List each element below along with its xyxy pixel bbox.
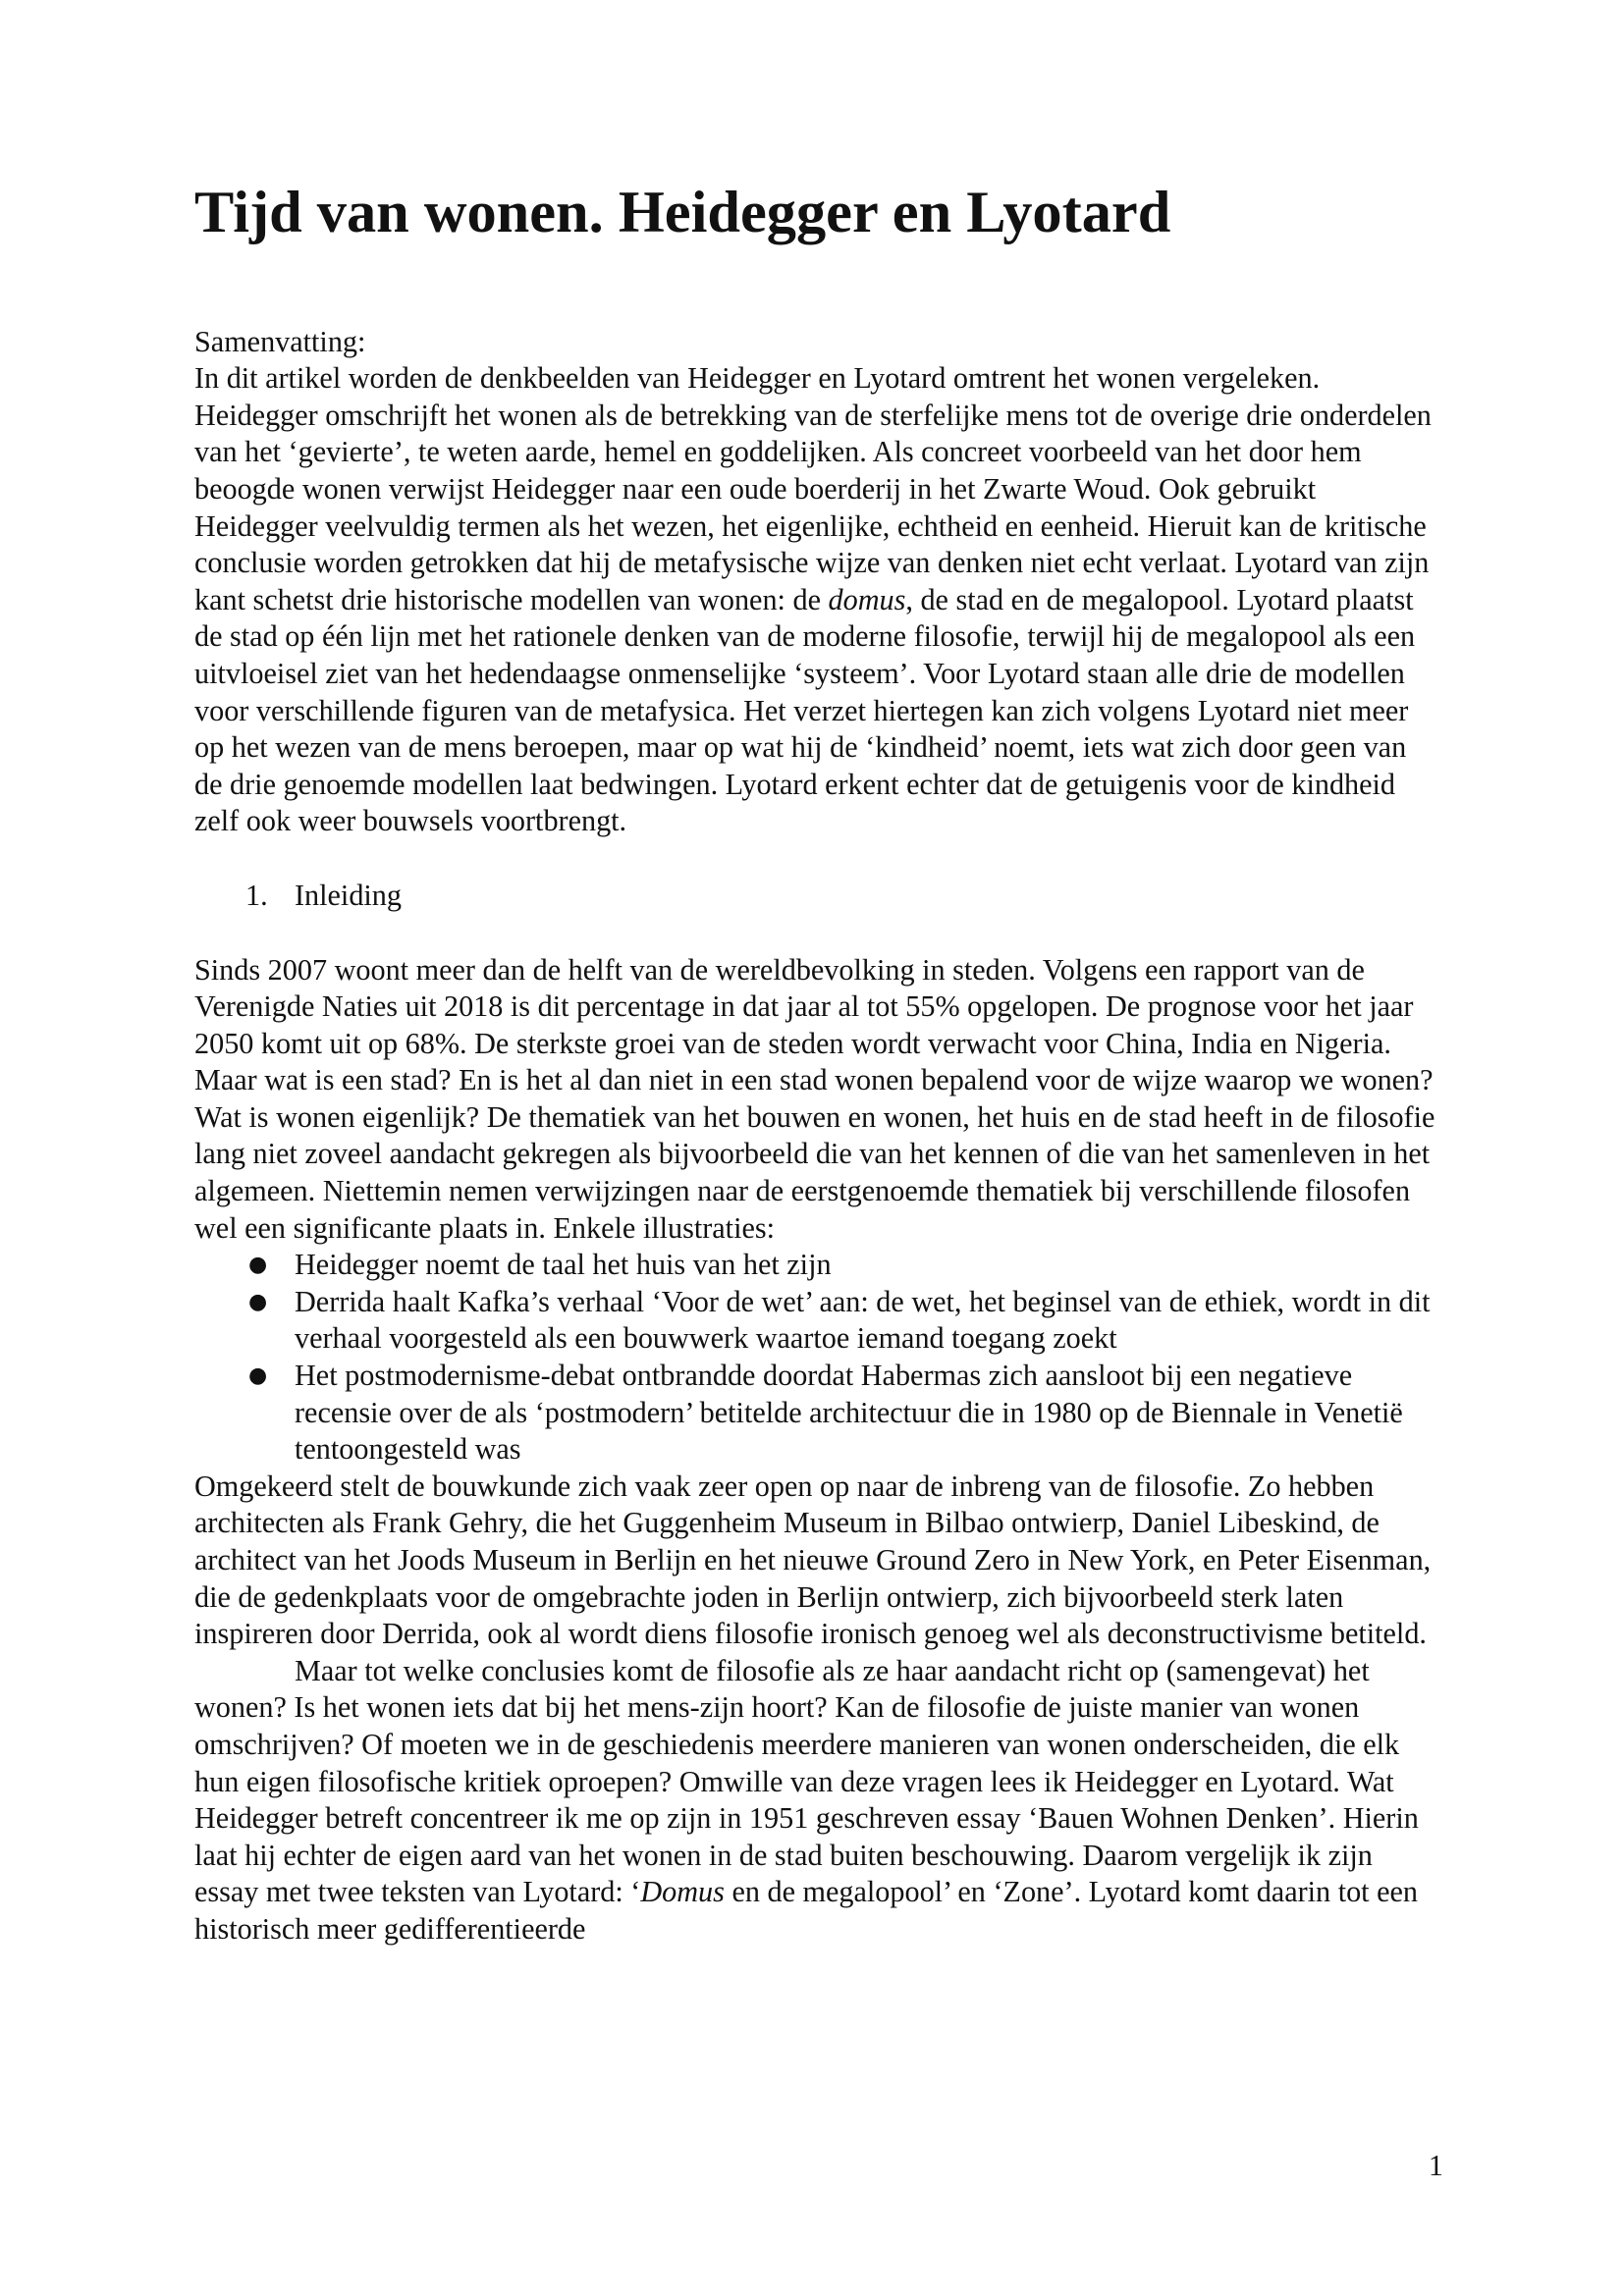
bullet-icon: ● (248, 1289, 268, 1314)
list-item (194, 1284, 1441, 1358)
architecture-paragraph: Omgekeerd stelt de bouwkunde zich vaak zeer open op naar de inbreng van de filosofie. Zo hebben architecten als Frank Gehry, die het Guggenheim Museum in Bilbao ontwierp, Daniel Libeskind, de architect van het Joods Museum in Berlijn en het nieuwe Ground Zero in New York, en Peter Eisenman, die de gedenkplaats voor de omgebrachte joden in Berlijn ontwierp, zich bijvoorbeeld sterk laten inspireren door Derrida, ook al wordt diens filosofie ironisch genoeg wel als deconstructivisme betiteld. (194, 1468, 1432, 1651)
abstract-text (194, 360, 1441, 840)
spacer (194, 840, 1441, 878)
section-title: Inleiding (295, 878, 402, 912)
questions-paragraph (194, 1653, 1441, 1949)
abstract-label: Samenvatting: (194, 324, 366, 358)
list-item-text: Derrida haalt Kafka’s verhaal ‘Voor de wet’ aan: de wet, het beginsel van de ethiek, wordt in dit verhaal voorgesteld als een bouwwerk waartoe iemand toegang zoekt (295, 1284, 1431, 1356)
document-title: Tijd van wonen. Heidegger en Lyotard (194, 180, 1171, 245)
bullet-icon: ● (248, 1363, 268, 1389)
abstract-text-part-1: In dit artikel worden de denkbeelden van Heidegger en Lyotard omtrent het wonen vergeleken. Heidegger omschrijft het wonen als de betrekking van de sterfelijke mens tot de overige drie onderdelen van het ‘gevierte’, te weten aarde, hemel en goddelijken. Als concreet voorbeeld van het door hem beoogde wonen verwijst Heidegger naar een oude boerderij in het Zwarte Woud. Ook gebruikt Heidegger veelvuldig termen als het wezen, het eigenlijke, echtheid en eenheid. Hieruit kan de kritische conclusie worden getrokken dat hij de metafysische wijze van denken niet echt verlaat. Lyotard van zijn kant schetst drie historische modellen van wonen: de (194, 361, 1432, 616)
illustrations-list (194, 1247, 1441, 1468)
spacer (194, 915, 1441, 952)
intro-paragraph: Sinds 2007 woont meer dan de helft van de wereldbevolking in steden. Volgens een rapport van de Verenigde Naties uit 2018 is dit percentage in dat jaar al tot 55% opgelopen. De prognose voor het jaar 2050 komt uit op 68%. De sterkste groei van de steden wordt verwacht voor China, India en Nigeria. Maar wat is een stad? En is het al dan niet in een stad wonen bepalend voor de wijze waarop we wonen? Wat is wonen eigenlijk? De thematiek van het bouwen en wonen, het huis en de stad heeft in de filosofie lang niet zoveel aandacht gekregen als bijvoorbeeld die van het kennen of die van het samenleven in het algemeen. Niettemin nemen verwijzingen naar de eerstgenoemde thematiek bij verschillende filosofen wel een significante plaats in. Enkele illustraties: (194, 952, 1435, 1245)
list-item-text: Heidegger noemt de taal het huis van het zijn (295, 1248, 832, 1282)
bullet-icon: ● (248, 1253, 268, 1278)
questions-domus-term: Domus (640, 1875, 725, 1909)
questions-text-part-1: Maar tot welke conclusies komt de filosofie als ze haar aandacht richt op (samengevat) het wonen? Is het wonen iets dat bij het mens-zijn hoort? Kan de filosofie de juiste manier van wonen omschrijven? Of moeten we in de geschiedenis meerdere manieren van wonen onderscheiden, die elk hun eigen filosofische kritiek oproepen? Omwille van deze vragen lees ik Heidegger en Lyotard. Wat Heidegger betreft concentreer ik me op zijn in 1951 geschreven essay ‘Bauen Wohnen Denken’. Hierin laat hij echter de eigen aard van het wonen in de stad buiten beschouwing. Daarom vergelijk ik zijn essay met twee teksten van Lyotard: ‘ (194, 1653, 1419, 1909)
section-heading (194, 878, 1441, 915)
abstract-text-part-2: , de stad en de megalopool. Lyotard plaatst de stad op één lijn met het rationele denken van de moderne filosofie, terwijl hij de megalopool als een uitvloeisel ziet van het hedendaagse onmenselijke ‘systeem’. Voor Lyotard staan alle drie de modellen voor verschillende figuren van de metafysica. Het verzet hiertegen kan zich volgens Lyotard niet meer op het wezen van de mens beroepen, maar op wat hij de ‘kindheid’ noemt, iets wat zich door geen van de drie genoemde modellen laat bedwingen. Lyotard erkent echter dat de getuigenis voor de kindheid zelf ook weer bouwsels voortbrengt. (194, 582, 1416, 838)
page-number: 1 (1428, 2149, 1443, 2182)
questions-text-part-2: en de megalopool’ en ‘Zone’. Lyotard komt daarin tot een historisch meer gedifferentieerde (194, 1875, 1418, 1946)
list-item (194, 1247, 1441, 1284)
page-content (194, 180, 1441, 1949)
section-number: 1. (245, 878, 268, 912)
list-item-text: Het postmodernisme-debat ontbrandde doordat Habermas zich aansloot bij een negatieve recensie over de als ‘postmodern’ betitelde architectuur die in 1980 op de Biennale in Venetië tentoongesteld was (295, 1359, 1403, 1467)
abstract-domus-term: domus (828, 582, 906, 616)
list-item (194, 1358, 1441, 1468)
